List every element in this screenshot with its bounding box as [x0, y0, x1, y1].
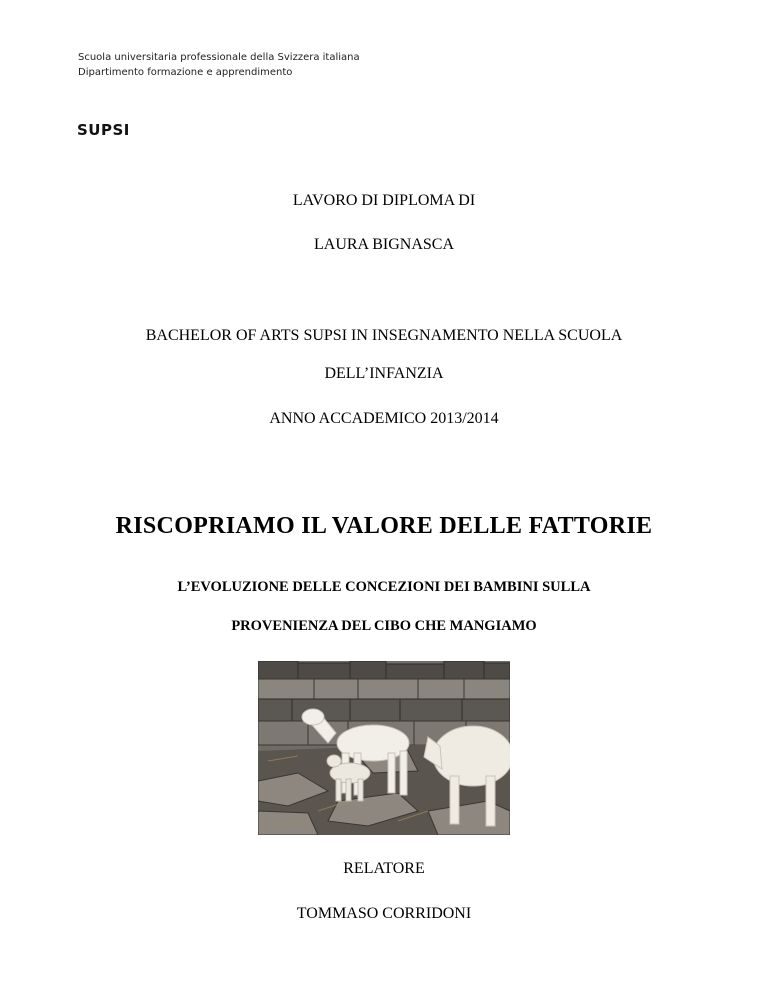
- advisor-name: TOMMASO CORRIDONI: [296, 905, 472, 922]
- thesis-title: RISCOPRIAMO IL VALORE DELLE FATTORIE: [115, 513, 653, 539]
- subtitle-line-2: PROVENIENZA DEL CIBO CHE MANGIAMO: [231, 618, 537, 634]
- department-name: Dipartimento formazione e apprendimento: [78, 67, 293, 78]
- degree-line-2: DELL’INFANZIA: [324, 365, 444, 382]
- advisor-label: RELATORE: [343, 860, 425, 877]
- supsi-logo: SUPSI: [77, 121, 130, 139]
- institution-header: [78, 50, 360, 80]
- academic-year: ANNO ACCADEMICO 2013/2014: [269, 410, 499, 427]
- degree-line-1: BACHELOR OF ARTS SUPSI IN INSEGNAMENTO NELLA SCUOLA: [145, 327, 623, 344]
- author-name: LAURA BIGNASCA: [313, 236, 454, 253]
- subtitle-line-1: L’EVOLUZIONE DELLE CONCEZIONI DEI BAMBINI SULLA: [177, 579, 591, 595]
- goats-photo: [258, 661, 510, 835]
- diploma-label: LAVORO DI DIPLOMA DI: [292, 192, 476, 209]
- institution-name: Scuola universitaria professionale della Svizzera italiana: [78, 52, 360, 63]
